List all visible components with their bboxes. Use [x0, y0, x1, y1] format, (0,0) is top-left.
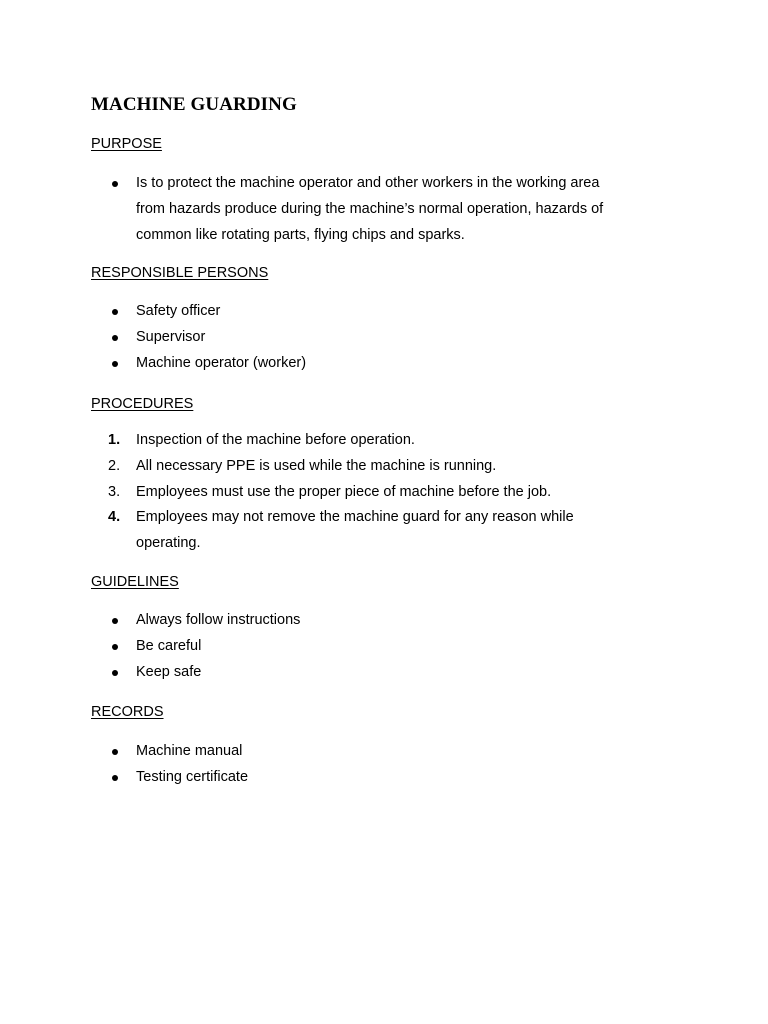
- bullet-icon: [112, 775, 118, 781]
- section-heading-procedures: PROCEDURES: [91, 396, 194, 412]
- list-item: [108, 325, 668, 351]
- item-number: 3.: [108, 483, 121, 500]
- bullet-icon: [112, 749, 118, 755]
- item-text: Supervisor: [136, 328, 206, 345]
- item-text: Always follow instructions: [136, 612, 301, 628]
- bullet-icon: [112, 181, 118, 187]
- list-item: [108, 608, 668, 634]
- item-line: operating.: [136, 535, 201, 552]
- section-heading-purpose: PURPOSE: [91, 136, 162, 152]
- responsible-persons-list: [108, 299, 668, 376]
- bullet-icon: [112, 644, 118, 650]
- procedures-list: [108, 428, 668, 557]
- item-line: common like rotating parts, flying chips and sparks.: [136, 226, 465, 243]
- list-item: [108, 454, 668, 480]
- item-number: 2.: [108, 457, 121, 474]
- list-item: [108, 480, 668, 506]
- item-number: 1.: [108, 432, 121, 448]
- document-title: MACHINE GUARDING: [91, 94, 297, 115]
- list-item: [108, 660, 668, 686]
- item-line: Employees must use the proper piece of machine before the job.: [136, 483, 552, 500]
- item-text: Keep safe: [136, 663, 202, 680]
- list-item: [108, 634, 668, 660]
- item-text: Machine operator (worker): [136, 354, 307, 371]
- bullet-icon: [112, 309, 118, 315]
- guidelines-list: [108, 608, 668, 685]
- item-text: Testing certificate: [136, 768, 249, 785]
- list-item: [108, 171, 668, 248]
- item-number: 4.: [108, 509, 121, 526]
- item-line: from hazards produce during the machine’s normal operation, hazards of: [136, 200, 604, 217]
- section-heading-records: RECORDS: [91, 704, 164, 720]
- bullet-icon: [112, 670, 118, 676]
- bullet-icon: [112, 361, 118, 367]
- bullet-icon: [112, 335, 118, 341]
- list-item: [108, 739, 668, 765]
- item-line: All necessary PPE is used while the machine is running.: [136, 457, 497, 474]
- item-line: Inspection of the machine before operation.: [136, 432, 415, 448]
- section-heading-guidelines: GUIDELINES: [91, 574, 179, 590]
- list-item: [108, 765, 668, 791]
- records-list: [108, 739, 668, 791]
- item-line: Is to protect the machine operator and other workers in the working area: [136, 175, 600, 191]
- item-line: Employees may not remove the machine guard for any reason while: [136, 509, 574, 526]
- list-item: [108, 299, 668, 325]
- bullet-icon: [112, 618, 118, 624]
- section-heading-responsible-persons: RESPONSIBLE PERSONS: [91, 265, 269, 281]
- item-text: Machine manual: [136, 743, 243, 759]
- list-item: [108, 428, 668, 454]
- list-item: [108, 505, 668, 557]
- purpose-list: [108, 171, 668, 248]
- item-text: Safety officer: [136, 303, 221, 319]
- list-item: [108, 351, 668, 377]
- item-text: Be careful: [136, 637, 202, 654]
